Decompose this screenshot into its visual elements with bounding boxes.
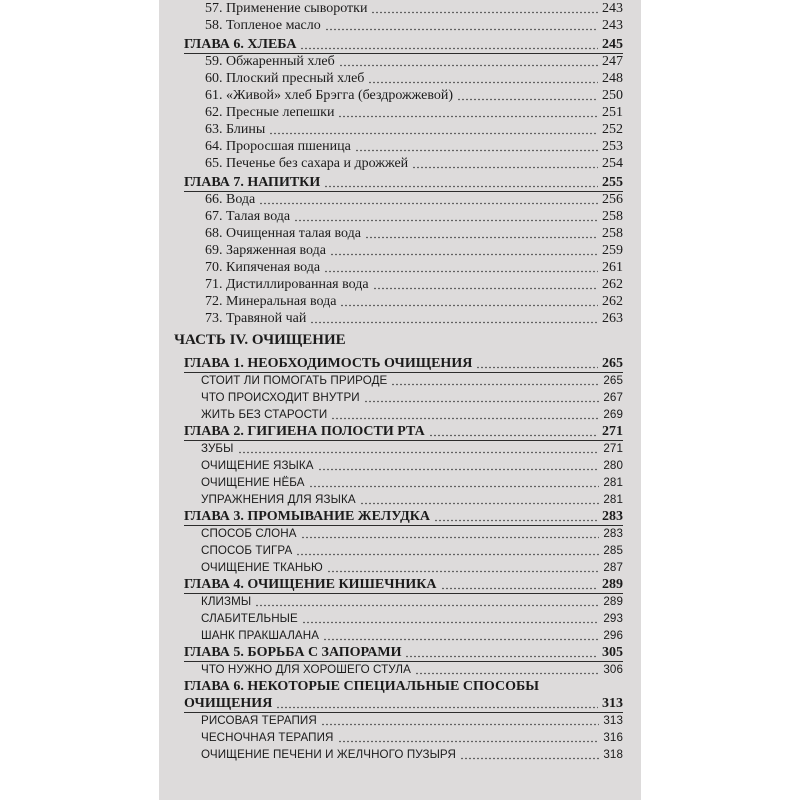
page-number: 258	[602, 209, 623, 224]
chapter-title: ГЛАВА 7. НАПИТКИ	[184, 175, 321, 190]
page-number: 256	[602, 192, 623, 207]
chapter-title: ОЧИЩЕНИЯ	[184, 696, 273, 711]
toc-entry	[159, 191, 641, 208]
toc-entry	[159, 542, 641, 559]
toc-entry	[159, 372, 641, 389]
toc-entry	[159, 208, 641, 225]
entry-title: ОЧИЩЕНИЕ ТКАНЬЮ	[201, 561, 323, 574]
toc-entry	[159, 276, 641, 293]
dot-leader	[324, 259, 598, 276]
page-number: 262	[602, 277, 623, 292]
dot-leader	[405, 644, 598, 661]
entry-title: ОЧИЩЕНИЕ НЁБА	[201, 476, 305, 489]
page-number: 261	[602, 260, 623, 275]
page-number: 250	[602, 88, 623, 103]
dot-leader	[368, 70, 598, 87]
entry-title: ОЧИЩЕНИЕ ЯЗЫКА	[201, 459, 314, 472]
entry-title: СТОИТ ЛИ ПОМОГАТЬ ПРИРОДЕ	[201, 374, 388, 387]
chapter-title: ГЛАВА 6. НЕКОТОРЫЕ СПЕЦИАЛЬНЫЕ СПОСОБЫ	[184, 679, 539, 694]
toc-entry	[159, 644, 641, 661]
toc-entry	[159, 525, 641, 542]
page-number: 316	[603, 731, 623, 744]
toc-entry	[159, 17, 641, 34]
page-number: 313	[602, 696, 623, 711]
entry-title: 61. «Живой» хлеб Брэгга (бездрожжевой)	[205, 88, 454, 103]
entry-title: РИСОВАЯ ТЕРАПИЯ	[201, 714, 317, 727]
dot-leader	[255, 593, 599, 610]
dot-leader	[434, 508, 598, 525]
toc-entry	[159, 87, 641, 104]
toc-entry	[159, 423, 641, 440]
toc-entry	[159, 746, 641, 763]
page-number: 255	[602, 175, 623, 190]
entry-title: 59. Обжаренный хлеб	[205, 54, 335, 69]
toc-entry	[159, 138, 641, 155]
page-number: 247	[602, 54, 623, 69]
page-number: 251	[602, 105, 623, 120]
toc-entry	[159, 474, 641, 491]
dot-leader	[373, 276, 598, 293]
dot-leader	[339, 53, 598, 70]
entry-title: 69. Заряженная вода	[205, 243, 326, 258]
toc-entry	[159, 729, 641, 746]
page-number: 271	[602, 424, 623, 439]
dot-leader	[323, 627, 599, 644]
dot-leader	[476, 355, 598, 372]
toc-entry	[159, 225, 641, 242]
chapter-title: ГЛАВА 6. ХЛЕБА	[184, 37, 297, 52]
dot-leader	[327, 559, 599, 576]
page-number: 293	[603, 612, 623, 625]
page-number: 254	[602, 156, 623, 171]
page-number: 265	[602, 356, 623, 371]
toc-entry	[159, 242, 641, 259]
toc-entry	[159, 491, 641, 508]
dot-leader	[364, 389, 599, 406]
toc-entry	[159, 661, 641, 678]
chapter-title: ГЛАВА 4. ОЧИЩЕНИЕ КИШЕЧНИКА	[184, 577, 437, 592]
entry-title: 64. Проросшая пшеница	[205, 139, 351, 154]
entry-title: СПОСОБ СЛОНА	[201, 527, 297, 540]
dot-leader	[300, 36, 598, 53]
dot-leader	[321, 712, 599, 729]
toc-entry	[159, 355, 641, 372]
page-number: 265	[603, 374, 623, 387]
dot-leader	[331, 406, 599, 423]
dot-leader	[296, 542, 599, 559]
toc-entry	[159, 155, 641, 172]
dot-leader	[340, 293, 598, 310]
entry-title: ШАНК ПРАКШАЛАНА	[201, 629, 320, 642]
entry-title: 65. Печенье без сахара и дрожжей	[205, 156, 409, 171]
page-number: 243	[602, 1, 623, 16]
entry-title: 73. Травяной чай	[205, 311, 307, 326]
entry-title: 70. Кипяченая вода	[205, 260, 321, 275]
dot-leader	[360, 491, 599, 508]
page-number: 267	[603, 391, 623, 404]
toc-entry	[159, 593, 641, 610]
toc-entry	[159, 389, 641, 406]
page-number: 269	[603, 408, 623, 421]
entry-title: 71. Дистиллированная вода	[205, 277, 369, 292]
chapter-title: ГЛАВА 2. ГИГИЕНА ПОЛОСТИ РТА	[184, 424, 425, 439]
toc-entry	[159, 36, 641, 53]
entry-title: ЧТО НУЖНО ДЛЯ ХОРОШЕГО СТУЛА	[201, 663, 411, 676]
entry-title: 62. Пресные лепешки	[205, 105, 335, 120]
page-number: 271	[603, 442, 623, 455]
page-number: 259	[602, 243, 623, 258]
dot-leader	[412, 155, 598, 172]
dot-leader	[365, 225, 598, 242]
entry-title: УПРАЖНЕНИЯ ДЛЯ ЯЗЫКА	[201, 493, 356, 506]
toc-entry	[159, 440, 641, 457]
toc-entry	[159, 406, 641, 423]
part-heading: ЧАСТЬ IV. ОЧИЩЕНИЕ	[174, 332, 346, 348]
chapter-title: ГЛАВА 3. ПРОМЫВАНИЕ ЖЕЛУДКА	[184, 509, 430, 524]
toc-entry	[159, 508, 641, 525]
toc-entry	[159, 627, 641, 644]
entry-title: КЛИЗМЫ	[201, 595, 252, 608]
entry-title: 58. Топленое масло	[205, 18, 321, 33]
page-number: 285	[603, 544, 623, 557]
toc-entry	[159, 259, 641, 276]
dot-leader	[294, 208, 598, 225]
page-number: 283	[602, 509, 623, 524]
toc-entry	[159, 293, 641, 310]
dot-leader	[441, 576, 598, 593]
toc-entry	[159, 174, 641, 191]
dot-leader	[338, 729, 599, 746]
entry-title: СПОСОБ ТИГРА	[201, 544, 293, 557]
chapter-title: ГЛАВА 1. НЕОБХОДИМОСТЬ ОЧИЩЕНИЯ	[184, 356, 473, 371]
dot-leader	[457, 87, 598, 104]
entry-title: ЗУБЫ	[201, 442, 234, 455]
entry-title: 68. Очищенная талая вода	[205, 226, 361, 241]
dot-leader	[324, 174, 598, 191]
page-number: 289	[603, 595, 623, 608]
page-number: 289	[602, 577, 623, 592]
toc-entry	[159, 310, 641, 327]
page-number: 281	[603, 493, 623, 506]
page-number: 283	[603, 527, 623, 540]
page-number: 287	[603, 561, 623, 574]
book-page	[159, 0, 641, 800]
entry-title: 57. Применение сыворотки	[205, 1, 368, 16]
dot-leader	[355, 138, 598, 155]
dot-leader	[371, 0, 598, 17]
dot-leader	[338, 104, 598, 121]
entry-title: СЛАБИТЕЛЬНЫЕ	[201, 612, 298, 625]
dot-leader	[301, 525, 599, 542]
toc-entry	[159, 332, 641, 349]
dot-leader	[259, 191, 598, 208]
chapter-title: ГЛАВА 5. БОРЬБА С ЗАПОРАМИ	[184, 645, 402, 660]
page-number: 318	[603, 748, 623, 761]
dot-leader	[325, 17, 598, 34]
page-number: 258	[602, 226, 623, 241]
toc-entry	[159, 678, 641, 695]
dot-leader	[309, 474, 599, 491]
dot-leader	[330, 242, 598, 259]
entry-title: 67. Талая вода	[205, 209, 291, 224]
page-number: 243	[602, 18, 623, 33]
dot-leader	[415, 661, 599, 678]
entry-title: 63. Блины	[205, 122, 266, 137]
page-number: 253	[602, 139, 623, 154]
toc-entry	[159, 559, 641, 576]
dot-leader	[276, 695, 598, 712]
entry-title: ЧЕСНОЧНАЯ ТЕРАПИЯ	[201, 731, 334, 744]
entry-title: 66. Вода	[205, 192, 256, 207]
toc-entry	[159, 104, 641, 121]
toc-entry	[159, 0, 641, 17]
toc-entry	[159, 712, 641, 729]
entry-title: ОЧИЩЕНИЕ ПЕЧЕНИ И ЖЕЛЧНОГО ПУЗЫРЯ	[201, 748, 456, 761]
page-number: 262	[602, 294, 623, 309]
page-number: 280	[603, 459, 623, 472]
page-number: 252	[602, 122, 623, 137]
entry-title: 60. Плоский пресный хлеб	[205, 71, 365, 86]
entry-title: 72. Минеральная вода	[205, 294, 337, 309]
dot-leader	[391, 372, 599, 389]
page-number: 296	[603, 629, 623, 642]
dot-leader	[318, 457, 599, 474]
page-number: 306	[603, 663, 623, 676]
dot-leader	[429, 423, 598, 440]
dot-leader	[302, 610, 599, 627]
page-number: 245	[602, 37, 623, 52]
toc-entry	[159, 457, 641, 474]
entry-title: ЖИТЬ БЕЗ СТАРОСТИ	[201, 408, 328, 421]
dot-leader	[310, 310, 598, 327]
dot-leader	[238, 440, 599, 457]
toc-entry	[159, 121, 641, 138]
page-number: 281	[603, 476, 623, 489]
entry-title: ЧТО ПРОИСХОДИТ ВНУТРИ	[201, 391, 360, 404]
dot-leader	[269, 121, 598, 138]
table-of-contents	[159, 0, 641, 800]
toc-entry	[159, 53, 641, 70]
toc-entry	[159, 610, 641, 627]
page-number: 248	[602, 71, 623, 86]
page-number: 305	[602, 645, 623, 660]
toc-entry	[159, 695, 641, 712]
dot-leader	[460, 746, 599, 763]
page-number: 313	[603, 714, 623, 727]
toc-entry	[159, 70, 641, 87]
toc-entry	[159, 576, 641, 593]
page-number: 263	[602, 311, 623, 326]
